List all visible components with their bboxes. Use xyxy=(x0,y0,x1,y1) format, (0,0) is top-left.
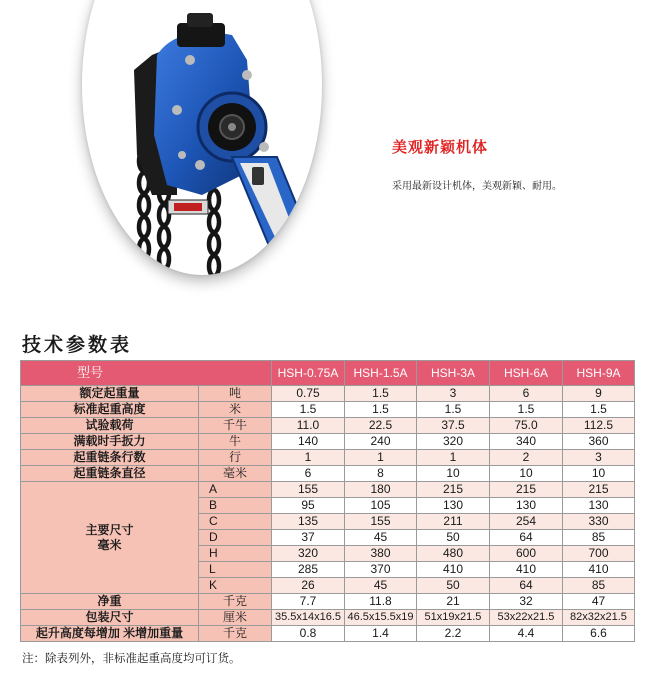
table-cell: 45 xyxy=(345,530,417,546)
table-cell: 26 xyxy=(272,578,345,594)
dimensions-label xyxy=(21,482,199,594)
table-row xyxy=(21,434,635,450)
table-cell: 95 xyxy=(272,498,345,514)
dimension-key: H xyxy=(199,546,272,562)
table-cell: 3 xyxy=(417,386,490,402)
table-cell: 6.6 xyxy=(563,626,635,642)
model-header: HSH-3A xyxy=(417,361,490,386)
table-cell: 0.8 xyxy=(272,626,345,642)
table-cell: 10 xyxy=(417,466,490,482)
table-cell: 130 xyxy=(490,498,563,514)
model-header: HSH-6A xyxy=(490,361,563,386)
table-row xyxy=(21,418,635,434)
row-label: 起升高度每增加 米增加重量 xyxy=(21,626,199,642)
table-cell: 85 xyxy=(563,578,635,594)
table-row xyxy=(21,594,635,610)
table-cell: 600 xyxy=(490,546,563,562)
table-cell: 180 xyxy=(345,482,417,498)
model-header: HSH-9A xyxy=(563,361,635,386)
table-header-row xyxy=(21,361,635,386)
row-label: 起重链条行数 xyxy=(21,450,199,466)
table-cell: 1.5 xyxy=(345,402,417,418)
table-cell: 45 xyxy=(345,578,417,594)
row-unit: 米 xyxy=(199,402,272,418)
table-cell: 215 xyxy=(563,482,635,498)
table-cell: 700 xyxy=(563,546,635,562)
table-cell: 1.4 xyxy=(345,626,417,642)
model-header: HSH-1.5A xyxy=(345,361,417,386)
table-cell: 0.75 xyxy=(272,386,345,402)
table-cell: 370 xyxy=(345,562,417,578)
table-cell: 37.5 xyxy=(417,418,490,434)
table-cell: 130 xyxy=(563,498,635,514)
row-unit: 千克 xyxy=(199,626,272,642)
table-cell: 4.4 xyxy=(490,626,563,642)
table-cell: 130 xyxy=(417,498,490,514)
table-cell: 51x19x21.5 xyxy=(417,610,490,626)
table-cell: 254 xyxy=(490,514,563,530)
table-cell: 105 xyxy=(345,498,417,514)
dimension-key: D xyxy=(199,530,272,546)
table-cell: 320 xyxy=(272,546,345,562)
table-cell: 410 xyxy=(490,562,563,578)
row-label: 包装尺寸 xyxy=(21,610,199,626)
footnote: 注：除表列外，非标准起重高度均可订货。 xyxy=(22,651,241,665)
table-cell: 22.5 xyxy=(345,418,417,434)
row-unit: 牛 xyxy=(199,434,272,450)
dimensions-unit-text: 毫米 xyxy=(97,537,122,552)
table-cell: 64 xyxy=(490,530,563,546)
feature-description: 采用最新设计机体，美观新颖、耐用。 xyxy=(392,181,562,192)
table-row xyxy=(21,626,635,642)
table-cell: 10 xyxy=(563,466,635,482)
table-cell: 215 xyxy=(417,482,490,498)
table-cell: 10 xyxy=(490,466,563,482)
row-unit: 千牛 xyxy=(199,418,272,434)
table-cell: 1.5 xyxy=(563,402,635,418)
table-cell: 37 xyxy=(272,530,345,546)
table-cell: 215 xyxy=(490,482,563,498)
table-cell: 6 xyxy=(490,386,563,402)
feature-title: 美观新颖机体 xyxy=(392,138,489,156)
table-cell: 340 xyxy=(490,434,563,450)
table-cell: 1 xyxy=(272,450,345,466)
table-cell: 410 xyxy=(417,562,490,578)
dimension-key: B xyxy=(199,498,272,514)
table-cell: 320 xyxy=(417,434,490,450)
row-label: 额定起重量 xyxy=(21,386,199,402)
table-cell: 240 xyxy=(345,434,417,450)
table-cell: 21 xyxy=(417,594,490,610)
lever-hoist-image xyxy=(82,0,322,275)
row-label: 净重 xyxy=(21,594,199,610)
header-model-label: 型号 xyxy=(21,361,272,386)
model-header: HSH-0.75A xyxy=(272,361,345,386)
row-unit: 毫米 xyxy=(199,466,272,482)
table-row xyxy=(21,386,635,402)
row-label: 满载时手扳力 xyxy=(21,434,199,450)
table-cell: 11.0 xyxy=(272,418,345,434)
table-cell: 380 xyxy=(345,546,417,562)
section-title: 技术参数表 xyxy=(22,334,133,356)
table-cell: 46.5x15.5x19 xyxy=(345,610,417,626)
row-label: 标准起重高度 xyxy=(21,402,199,418)
table-row xyxy=(21,482,635,498)
row-label: 试验载荷 xyxy=(21,418,199,434)
table-cell: 1.5 xyxy=(417,402,490,418)
table-cell: 410 xyxy=(563,562,635,578)
table-row xyxy=(21,402,635,418)
table-cell: 7.7 xyxy=(272,594,345,610)
row-unit: 吨 xyxy=(199,386,272,402)
table-cell: 1.5 xyxy=(272,402,345,418)
table-row xyxy=(21,450,635,466)
dimension-key: A xyxy=(199,482,272,498)
table-cell: 480 xyxy=(417,546,490,562)
table-cell: 82x32x21.5 xyxy=(563,610,635,626)
row-label: 起重链条直径 xyxy=(21,466,199,482)
table-cell: 32 xyxy=(490,594,563,610)
table-cell: 2.2 xyxy=(417,626,490,642)
table-cell: 360 xyxy=(563,434,635,450)
table-cell: 47 xyxy=(563,594,635,610)
row-unit: 厘米 xyxy=(199,610,272,626)
table-cell: 1.5 xyxy=(490,402,563,418)
dimension-key: L xyxy=(199,562,272,578)
row-unit: 行 xyxy=(199,450,272,466)
table-cell: 64 xyxy=(490,578,563,594)
table-cell: 1 xyxy=(417,450,490,466)
table-cell: 35.5x14x16.5 xyxy=(272,610,345,626)
table-cell: 1 xyxy=(345,450,417,466)
table-row xyxy=(21,466,635,482)
table-cell: 211 xyxy=(417,514,490,530)
table-cell: 3 xyxy=(563,450,635,466)
table-cell: 140 xyxy=(272,434,345,450)
table-cell: 112.5 xyxy=(563,418,635,434)
table-cell: 75.0 xyxy=(490,418,563,434)
table-cell: 53x22x21.5 xyxy=(490,610,563,626)
table-cell: 9 xyxy=(563,386,635,402)
product-photo-frame xyxy=(82,0,322,275)
table-cell: 11.8 xyxy=(345,594,417,610)
table-cell: 50 xyxy=(417,530,490,546)
table-cell: 1.5 xyxy=(345,386,417,402)
spec-table xyxy=(20,360,635,642)
table-cell: 135 xyxy=(272,514,345,530)
table-cell: 330 xyxy=(563,514,635,530)
table-cell: 6 xyxy=(272,466,345,482)
table-cell: 2 xyxy=(490,450,563,466)
product-hero xyxy=(0,0,650,320)
table-cell: 155 xyxy=(272,482,345,498)
dimensions-label-text: 主要尺寸 xyxy=(85,522,134,537)
table-cell: 155 xyxy=(345,514,417,530)
row-unit: 千克 xyxy=(199,594,272,610)
table-row xyxy=(21,610,635,626)
dimension-key: K xyxy=(199,578,272,594)
table-cell: 285 xyxy=(272,562,345,578)
dimension-key: C xyxy=(199,514,272,530)
table-cell: 8 xyxy=(345,466,417,482)
table-cell: 50 xyxy=(417,578,490,594)
table-cell: 85 xyxy=(563,530,635,546)
